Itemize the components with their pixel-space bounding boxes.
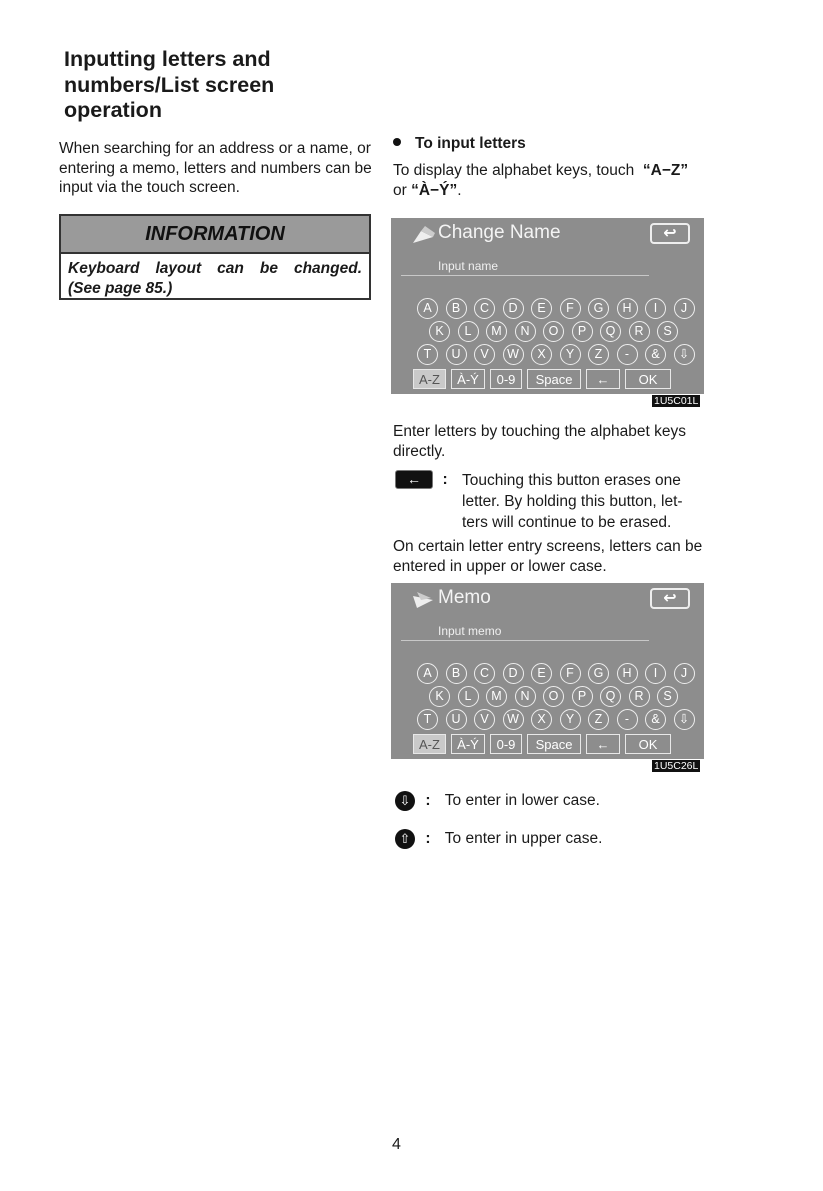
information-body: Keyboard layout can be changed. (See page 85.) <box>68 260 362 297</box>
input-field[interactable] <box>401 275 649 276</box>
key-w[interactable]: W <box>503 344 524 365</box>
space-button[interactable]: Space <box>527 734 581 754</box>
key-e[interactable]: E <box>531 663 552 684</box>
display-keys-paragraph: To display the alphabet keys, touch “A−Z” or “À−Ý”. <box>393 162 689 199</box>
key-k[interactable]: K <box>429 686 450 707</box>
key-e[interactable]: E <box>531 298 552 319</box>
bottom-bar <box>413 369 676 389</box>
key-s[interactable]: S <box>657 686 678 707</box>
information-box <box>59 214 371 300</box>
key-i[interactable]: I <box>645 663 666 684</box>
key-w[interactable]: W <box>503 709 524 730</box>
key-l[interactable]: L <box>458 321 479 342</box>
change-name-screen <box>391 218 704 394</box>
key-v[interactable]: V <box>474 709 495 730</box>
page-title: Inputting letters and numbers/List screen operation <box>64 47 275 122</box>
accented-button[interactable]: À-Ý <box>451 734 485 754</box>
information-header: INFORMATION <box>61 216 369 254</box>
key-row-1 <box>417 663 702 684</box>
key-z[interactable]: Z <box>588 344 609 365</box>
backspace-button[interactable]: ← <box>586 369 620 389</box>
key-b[interactable]: B <box>446 298 467 319</box>
space-button[interactable]: Space <box>527 369 581 389</box>
lowercase-key[interactable]: ⇩ <box>674 344 695 365</box>
key-q[interactable]: Q <box>600 321 621 342</box>
key-t[interactable]: T <box>417 709 438 730</box>
key-j[interactable]: J <box>674 663 695 684</box>
bottom-bar <box>413 734 676 754</box>
key-a[interactable]: A <box>417 298 438 319</box>
key-x[interactable]: X <box>531 709 552 730</box>
key-m[interactable]: M <box>486 321 507 342</box>
key-p[interactable]: P <box>572 321 593 342</box>
numbers-button[interactable]: 0-9 <box>490 734 522 754</box>
input-field[interactable] <box>401 640 649 641</box>
key-u[interactable]: U <box>446 344 467 365</box>
key-o[interactable]: O <box>543 321 564 342</box>
memo-screen <box>391 583 704 759</box>
enter-letters-paragraph: Enter letters by touching the alphabet keys directly. <box>393 423 686 460</box>
key-row-3 <box>417 344 702 365</box>
key-n[interactable]: N <box>515 321 536 342</box>
pen-icon <box>411 225 437 245</box>
key-g[interactable]: G <box>588 663 609 684</box>
erase-description: Touching this button erases one letter. By holding this button, let- ters will continue to be erased. <box>462 472 683 531</box>
key-q[interactable]: Q <box>600 686 621 707</box>
ok-button[interactable]: OK <box>625 369 671 389</box>
figure-code: 1U5C26L <box>654 760 699 772</box>
lowercase-key[interactable]: ⇩ <box>674 709 695 730</box>
key-c[interactable]: C <box>474 298 495 319</box>
backspace-button[interactable]: ← <box>586 734 620 754</box>
page-number: 4 <box>392 1136 401 1153</box>
key-d[interactable]: D <box>503 663 524 684</box>
uppercase-row: ⇧ : To enter in upper case. <box>395 829 602 849</box>
key-row-1 <box>417 298 702 319</box>
key-row-2 <box>429 321 686 342</box>
key-y[interactable]: Y <box>560 709 581 730</box>
key-x[interactable]: X <box>531 344 552 365</box>
bullet-icon <box>393 138 401 146</box>
accented-button[interactable]: À-Ý <box>451 369 485 389</box>
input-label: Input memo <box>438 624 502 638</box>
key-t[interactable]: T <box>417 344 438 365</box>
key-u[interactable]: U <box>446 709 467 730</box>
key-f[interactable]: F <box>560 298 581 319</box>
ok-button[interactable]: OK <box>625 734 671 754</box>
key-n[interactable]: N <box>515 686 536 707</box>
key-v[interactable]: V <box>474 344 495 365</box>
key-ampersand[interactable]: & <box>645 709 666 730</box>
key-f[interactable]: F <box>560 663 581 684</box>
key-a[interactable]: A <box>417 663 438 684</box>
key-s[interactable]: S <box>657 321 678 342</box>
key-hyphen[interactable]: - <box>617 344 638 365</box>
key-y[interactable]: Y <box>560 344 581 365</box>
key-h[interactable]: H <box>617 298 638 319</box>
key-h[interactable]: H <box>617 663 638 684</box>
key-i[interactable]: I <box>645 298 666 319</box>
ay-label: “À−Ý” <box>411 181 458 199</box>
key-c[interactable]: C <box>474 663 495 684</box>
key-d[interactable]: D <box>503 298 524 319</box>
lowercase-row: ⇩ : To enter in lower case. <box>395 791 600 811</box>
backspace-icon: ← <box>395 470 433 489</box>
input-label: Input name <box>438 259 499 273</box>
back-button[interactable]: ↩ <box>650 223 690 244</box>
az-button[interactable]: A-Z <box>413 734 446 754</box>
uppercase-icon: ⇧ <box>395 829 415 849</box>
key-j[interactable]: J <box>674 298 695 319</box>
numbers-button[interactable]: 0-9 <box>490 369 522 389</box>
key-o[interactable]: O <box>543 686 564 707</box>
key-p[interactable]: P <box>572 686 593 707</box>
intro-paragraph: When searching for an address or a name, or entering a memo, letters and numbers can be input via the touch screen. <box>59 140 372 196</box>
figure-code: 1U5C01L <box>654 395 699 407</box>
key-hyphen[interactable]: - <box>617 709 638 730</box>
key-z[interactable]: Z <box>588 709 609 730</box>
erase-icon-row: ← : <box>395 470 448 489</box>
case-paragraph: On certain letter entry screens, letters can be entered in upper or lower case. <box>393 538 703 575</box>
section-heading: To input letters <box>393 135 526 153</box>
key-row-3 <box>417 709 702 730</box>
key-row-2 <box>429 686 686 707</box>
az-button[interactable]: A-Z <box>413 369 446 389</box>
key-k[interactable]: K <box>429 321 450 342</box>
memo-icon <box>411 590 437 610</box>
screen-title: Change Name <box>438 222 561 243</box>
key-ampersand[interactable]: & <box>645 344 666 365</box>
screen-title: Memo <box>438 587 491 608</box>
key-r[interactable]: R <box>629 686 650 707</box>
lowercase-icon: ⇩ <box>395 791 415 811</box>
key-m[interactable]: M <box>486 686 507 707</box>
back-button[interactable]: ↩ <box>650 588 690 609</box>
key-g[interactable]: G <box>588 298 609 319</box>
az-label: “A−Z” <box>642 162 689 179</box>
key-b[interactable]: B <box>446 663 467 684</box>
key-l[interactable]: L <box>458 686 479 707</box>
key-r[interactable]: R <box>629 321 650 342</box>
